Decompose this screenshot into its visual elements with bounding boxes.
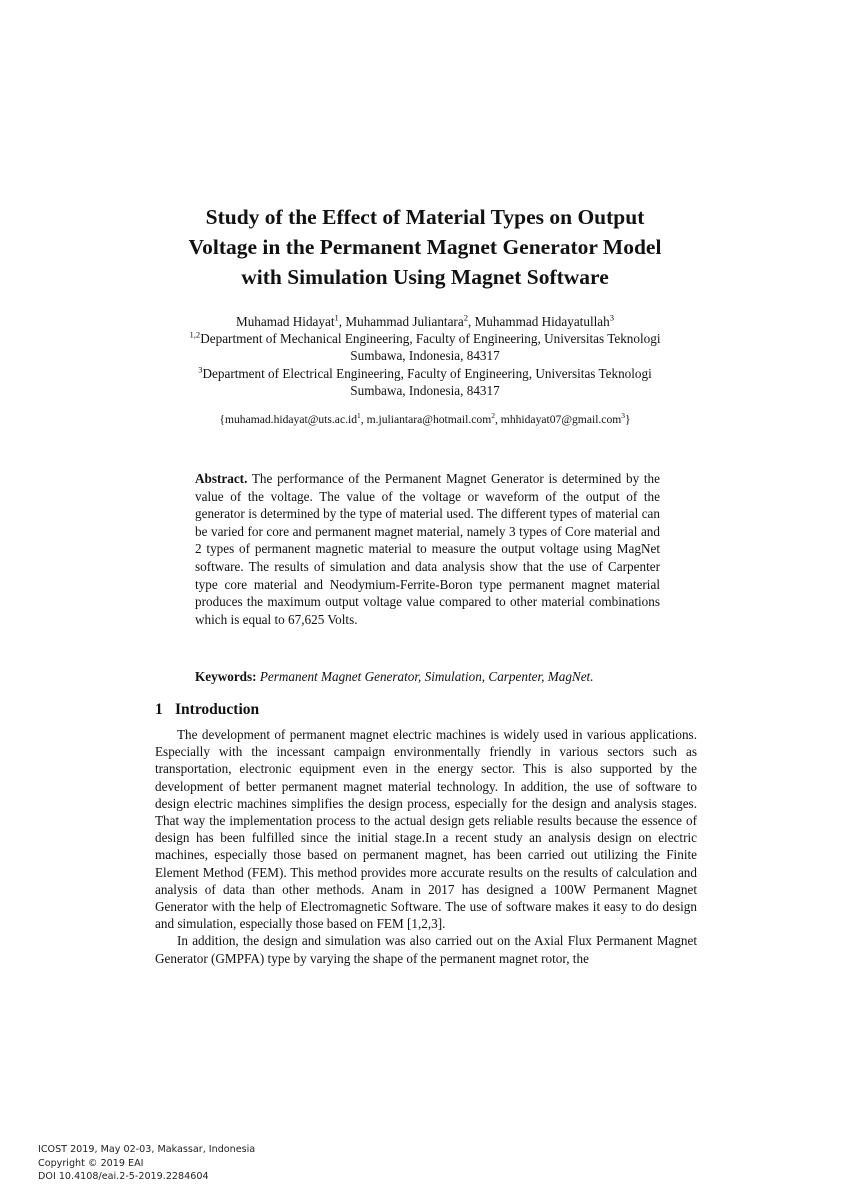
affiliation-line: Department of Electrical Engineering, Faculty of Engineering, Universitas Teknologi [202, 365, 652, 381]
abstract-label: Abstract. [195, 471, 248, 486]
section-title: Introduction [175, 701, 260, 718]
author-sup: 2 [463, 312, 468, 323]
author-sup: 3 [609, 312, 615, 323]
keywords-label: Keywords: [195, 669, 257, 684]
email: muhamad.hidayat@uts.ac.id [224, 413, 358, 426]
affiliation-sup: 1,2 [189, 329, 201, 340]
email-sup: 3 [621, 411, 626, 421]
affiliation-line-2: Sumbawa, Indonesia, 84317 [350, 382, 500, 398]
section-heading [155, 699, 695, 721]
author-name: Muhamad Hidayat [235, 314, 335, 329]
keywords [195, 668, 660, 686]
footer-conference: ICOST 2019, May 02-03, Makassar, Indonesia [38, 1144, 256, 1155]
email: mhhidayat07@gmail.com [500, 413, 622, 426]
affiliation [150, 365, 700, 382]
paper-title [150, 202, 700, 292]
section-body [155, 726, 697, 967]
footer-doi: DOI 10.4108/eai.2-5-2019.2284604 [38, 1171, 209, 1183]
page-footer [38, 1143, 438, 1184]
affiliation-line: Department of Mechanical Engineering, Faculty of Engineering, Universitas Teknologi [200, 331, 661, 347]
footer-copyright: Copyright © 2019 EAI [38, 1157, 144, 1169]
author-sup: 1 [334, 312, 339, 323]
email-sup: 1 [357, 411, 361, 421]
body-paragraph: The development of permanent magnet electric machines is widely used in various applications. Especially with the incessant campaign environmentally friendly in various sectors such as transportation, electronic equipment even in the energy sector. This is also supported by the development of better permanent magnet material technology. In addition, the use of software to design electric machines simplifies the design process, especially for the design and analysis stages. That way the implementation process to the actual design gets reliable results because the essence of design has been fulfilled since the initial stage.In a recent study an analysis design on electric machines, especially those based on permanent magnet, has been carried out utilizing the Finite Element Method (FEM). This method provides more accurate results on the results of calculation and analysis of data than other methods. Anam in 2017 has designed a 100W Permanent Magnet Generator with the help of Electromagnetic Software. The use of software makes it easy to do design and simulation, especially those based on FEM [1,2,3]. [155, 727, 697, 932]
email: m.juliantara@hotmail.com [366, 413, 492, 426]
email-sup: 2 [491, 411, 495, 421]
author-emails: {$muhamad.hidayat@uts.ac.id^1$, m.juliantara@hotmail.com$^2$, mhhidayat07@gmail.com$^3$} [219, 411, 631, 426]
abstract [195, 470, 660, 628]
keywords-text: Permanent Magnet Generator, Simulation, Carpenter, MagNet. [259, 669, 594, 684]
author-name: Muhammad Hidayatullah [474, 314, 610, 329]
title-line: Voltage in the Permanent Magnet Generator Model [188, 235, 662, 259]
title-line: Study of the Effect of Material Types on Output [205, 205, 645, 229]
affiliation-sup: 3 [198, 364, 203, 375]
abstract-text: The performance of the Permanent Magnet Generator is determined by the value of the voltage. The value of the voltage or waveform of the output of the generator is determined by the type of material used. The different types of material can be varied for core and permanent magnet material, namely 3 types of Core material and 2 types of permanent magnetic material to measure the output voltage using MagNet software. The results of simulation and data analysis show that the use of Carpenter type core material and Neodymium-Ferrite-Boron type permanent magnet material produces the maximum output voltage value compared to other material combinations which is equal to 67,625 Volts. [195, 471, 660, 627]
author-names: Muhamad Hidayat$^1$, Muhammad Juliantara$^2$, Muhammad Hidayatullah$^3$ [235, 312, 615, 329]
affiliation-line-2: Sumbawa, Indonesia, 84317 [350, 348, 500, 364]
affiliation [150, 330, 700, 347]
author-block [150, 313, 700, 399]
author-name: Muhammad Juliantara [345, 314, 464, 329]
section-number: 1 [155, 701, 163, 718]
body-paragraph: In addition, the design and simulation was also carried out on the Axial Flux Permanent Magnet Generator (GMPFA) type by varying the shape of the permanent magnet rotor, the [155, 933, 697, 966]
title-line: with Simulation Using Magnet Software [241, 265, 609, 289]
